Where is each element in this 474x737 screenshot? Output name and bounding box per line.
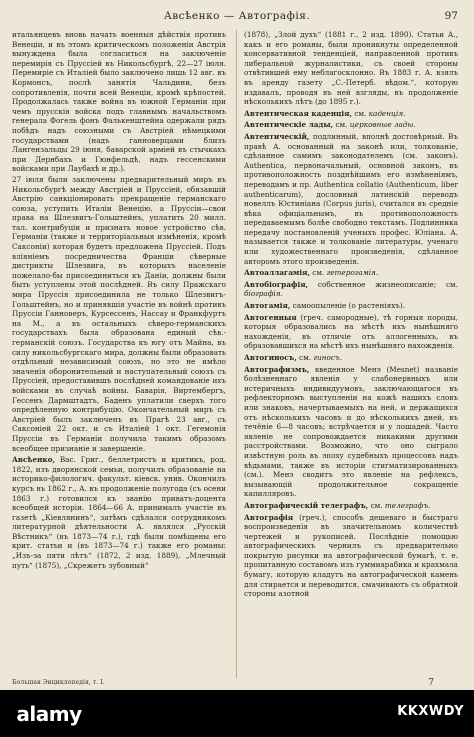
entry-crossref: гетерогамія. [326, 268, 379, 278]
entry-text: (греч. самородные), тѣ горныя породы, которыя образовались на мѣстѣ ихъ нынѣшняго нахожденія, въ отличіе отъ аллогенныхъ, въ образовавшихся на мѣстѣ ихъ нынѣшняго нахожденія. [244, 312, 458, 351]
entry-text: собственное жизнеописаніе; см. [317, 279, 458, 289]
dictionary-entry [244, 132, 458, 266]
entry-headword: Автогамія, [244, 301, 291, 311]
footer-signature: Большая Энциклопедія, т. I. [12, 679, 105, 686]
page-number: 97 [444, 10, 458, 22]
dictionary-entry [12, 455, 226, 570]
entry-headword: Автобіографія, [244, 279, 309, 289]
entry-text: см. [335, 120, 350, 130]
dictionary-entry [244, 109, 458, 119]
body-paragraph: итальянцевъ вновь начать военныя дѣйствія противъ Венеціи, и въ этомъ критическомъ положеніи Австрія вынуждена была согласиться на заключеніе перемирія съ Пруссіей въ Никольсбургѣ, 22—27 іюля. Перемиріе съ Италіей было заключено лишь 12 авг. въ Кормонсъ, послѣ занятія Чальдини, безъ сопротивленія, почти всей Венеціи, кромѣ крѣпостей. Продолжалась также война въ южной Германіи при чемъ прусскія войска подъ главнымъ начальствомъ генерала Фогель фонъ Фалькенштейна одержали рядъ побѣдъ надъ союзными съ Австріей нѣмецкими государствами (надъ ганноверцами близъ Лангензальцы 29 іюня, баварской арміей въ стычкахъ при Дернбахъ и Гюнфельдѣ, надъ гессенскими войсками при Лаубахѣ и др.). [12, 30, 226, 174]
alamy-logo [2, 694, 96, 734]
logo-text: alamy [16, 701, 82, 726]
entry-text: введенное Менэ (Mesnet) названіе болѣзненнаго явленія у слабонервныхъ или истеричныхъ индивидуумовъ, заключающагося въ рефлекторномъ выступленіи на кожѣ нашихъ словъ или знаковъ, начертываемыхъ на ней, и держащихся отъ нѣсколькихъ часовъ и до нѣсколькихъ дней, въ течёніе 6—8 часовъ; встрѣчается и у лошадей. Часто явленіе не сопровождается никакими другими расстройствами. Возможно, что оно сыграло извѣстную роль въ эпоху судебныхъ процессовъ надъ вѣдьмами, также въ исторіи стигматизированныхъ (см.). Менэ сводитъ это явленіе на рефлексъ, вызывающій продолжительное сокращеніе капилляровъ. [244, 364, 458, 499]
entry-headword: Автографія [244, 512, 294, 522]
dictionary-entry [244, 313, 458, 351]
entry-headword: Автогенныя [244, 312, 297, 322]
entry-headword: Автографизмъ, [244, 364, 310, 374]
dictionary-entry [244, 301, 458, 311]
dictionary-entry [244, 501, 458, 511]
entry-text: Вас. Григ., беллетристъ и критикъ, род. 1822, изъ дворянской семьи, получилъ образованіе на историко-филологич. факульт. кіевск. унив. Окончилъ курсъ въ 1862 г., А. въ продолженіе полугода (съ осени 1863 г.) готовился къ званію приватъ-доцента всеобщей исторіи. 1864—66 А. принималъ участіе въ газетѣ „Кіевлянинъ“, затѣмъ сдѣлался сотрудникомъ литературной дѣятельности А. являлся „Русскій Вѣстникъ“ (въ 1873—74 г.), гдѣ были помѣщены его крит. статьи и (въ 1873—74 г.) также его романы: „Изъ-за пяти лѣтъ“ (1872, 2 изд. 1889), „Млечный путь“ (1875), „Скрежетъ зубовный“ [12, 455, 226, 570]
entry-headword: Автогиносъ, [244, 353, 297, 362]
entry-headword: Автентическіе лады, [244, 120, 334, 130]
entry-headword: Автоаллагамія, [244, 268, 310, 278]
dictionary-entry [244, 353, 458, 363]
page-header [12, 10, 462, 28]
entry-text: (греч.), способъ дешеваго и быстраго воспроизведенія въ значительномъ количествѣ чертежей и рукописей. Послѣдніе помощью автографическихъ чернилъ съ предварительно покрытую рисунки на автографической бумагѣ, т. е. пропитанную составомъ изъ гуммиарабика и крахмала бумагу, которую кладутъ на автографической камень для стирается и переводится, смачиваютъ съ обратной стороны азотной [244, 512, 458, 599]
entry-headword: Авсѣенко, [12, 455, 55, 465]
image-id: KKXWDY [397, 704, 464, 719]
dictionary-entry [244, 513, 458, 599]
entry-headword: Автентическая каденція, [244, 108, 353, 118]
dictionary-entry [244, 365, 458, 499]
left-column [12, 30, 226, 680]
running-title: Авсѣенко — Автографія. [163, 10, 311, 22]
entry-crossref: церковные лады. [349, 120, 416, 130]
entry-crossref: каденція. [368, 108, 406, 118]
entry-headword: Автентическій, [244, 131, 310, 141]
stock-logo [0, 690, 96, 737]
entry-crossref: телеграфъ. [384, 500, 431, 510]
entry-text: см. [354, 108, 369, 118]
entry-crossref: гиносъ. [313, 353, 343, 362]
entry-text: подлинный, вполнѣ достовѣрный. Въ правѣ A. основанный на законѣ или, толкованіе, сдѣланное самимъ законодателемъ (см. законъ). Authentica, первоначальный, основной законъ, въ противоположность позднѣйшимъ его измѣненіямъ, переводамъ и пр. Authentica collatio (Authenticum, liber authenticarum), дословный латинскій переводъ новеллъ Юстиніана (Corpus juris), считался въ средніе вѣка офиціальнымъ, въ противоположность передаваемымъ болѣе свободно текстамъ. Подлинника передачу постановленій ученыхъ профес. Юліана. А. называется также и толкованіе литературы, ученаго или художественнаго произведенія, сдѣланное авторомъ этого произведенія. [244, 131, 458, 266]
dictionary-entry [244, 280, 458, 299]
body-paragraph: (1878), „Злой духъ“ (1881 г., 2 изд. 1890). Статьи А., какъ и его романы, были проникнуты определенной консервативной тенденціей, направленной противъ либеральной журналистики, съ своей стороны отвѣтившей ему неблагосклонно. Въ 1883 г. А. взялъ въ аренду газету „С.-Петерб. вѣдом.“, которую издавалъ, проводя въ ней взгляды, въ продолженіе нѣсколькихъ лѣтъ (до 1895 г.). [244, 30, 458, 107]
entry-crossref: біографія. [244, 289, 283, 299]
entry-text: см. [370, 500, 385, 510]
sheet-number: 7 [428, 678, 434, 688]
entry-text: см. [299, 353, 314, 362]
entry-headword: Автографическій телеграфъ, [244, 500, 369, 510]
body-paragraph: 27 іюля были заключены предварительный миръ въ Никольсбургѣ между Австріей и Пруссіей, обязавшій Австрію санкціонировать прекращеніе германскаго союза, уступить Италіи Венецію, а Пруссіи—свои права на Шлезвигъ-Гольштейнъ, уплатить 20 милл. тал. контрибуціи и признать новое устройство сѣв. Германіи (также и территоріальныя измѣненія, кромѣ Саксоніи) которая будетъ предложена Пруссіей. Подъ вліяніемъ посредничества Франціи сѣверные дистрикты Шлезвига, въ которыхъ населеніе пожелало-бы присоединиться къ Даніи, должны были быть уступлены этой послѣдней. Въ силу Пражскаго мира Пруссія присоединила не только Шлезвигъ-Гольштейнъ, но и принявшія участіе въ войнѣ противъ Пруссіи Ганноверъ, Курсессенъ, Нассау и Франкфуртъ на М., а въ остальныхъ сѣверо-германскихъ государствахъ была образована единый сѣв.-германскій союзъ. Государства къ югу отъ Майна, въ силу никольсбургскаго мира, должны были образовать отдѣльный независимый союзъ, но это не имѣло значенія оборонительный и наступательный союзъ съ Пруссіей, предоставившъ послѣдней командованіе ихъ войсками въ случаѣ войны. Баварія, Виртембергъ, Гессенъ Дармштадтъ, Баденъ уплатили сверхъ того опредѣленную контрибуцію. Окончательный миръ съ Австріей былъ заключенъ въ Прагѣ 23 авг., съ Саксоніей 22 окт. и съ Италіей 1 окт. Гегемонія Пруссіи въ Германіи получила такимъ образомъ всеобщее признаніе и завершеніе. [12, 174, 226, 453]
right-column [244, 30, 458, 680]
dictionary-entry [244, 120, 458, 130]
dictionary-entry [244, 268, 458, 278]
entry-text: см. [312, 268, 327, 278]
entry-text: самоопыленіе (о растеніяхъ). [292, 301, 406, 311]
column-divider [236, 30, 237, 678]
